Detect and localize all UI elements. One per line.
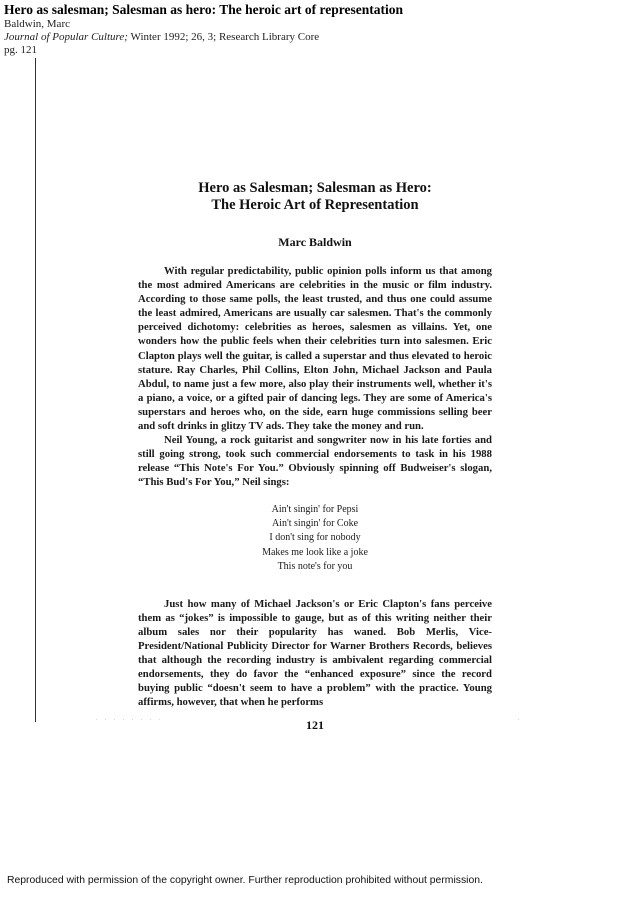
article-title-line-1: Hero as Salesman; Salesman as Hero: xyxy=(198,180,432,196)
song-lyrics xyxy=(138,503,492,575)
lyric-line-5: This note's for you xyxy=(277,561,353,573)
lyric-line-3: I don't sing for nobody xyxy=(269,532,361,544)
header-author: Baldwin, Marc xyxy=(4,18,70,30)
article-title xyxy=(138,180,492,214)
header-title: Hero as salesman; Salesman as hero: The heroic art of representation xyxy=(4,2,403,17)
lyric-line-1: Ain't singin' for Pepsi xyxy=(271,503,359,515)
scan-speckle-right: . xyxy=(518,716,523,722)
scan-margin-rule xyxy=(35,58,36,722)
copyright-footer: Reproduced with permission of the copyright owner. Further reproduction prohibited without permission. xyxy=(7,875,483,886)
page-number: 121 xyxy=(306,718,324,733)
article-title-line-2: The Heroic Art of Representation xyxy=(211,197,419,213)
header-journal: Journal of Popular Culture; xyxy=(4,31,128,43)
document-header xyxy=(4,2,634,57)
article-page xyxy=(138,180,492,733)
header-issue: Winter 1992; 26, 3; Research Library Core xyxy=(127,31,320,43)
paragraph-3: Just how many of Michael Jackson's or Eric Clapton's fans perceive them as “jokes” is impossible to gauge, but as of this writing neither their album sales nor their popularity has waned. Bob Merlis, Vice-President/National Publicity Director for Warner Brothers Records, believes that although the recording industry is ambivalent regarding commercial endorsements, they do favor the “enhanced exposure” since the record buying public “doesn't seem to have a problem” with the practice. Young affirms, however, that when he performs xyxy=(138,597,492,709)
header-page: pg. 121 xyxy=(4,44,37,56)
lyric-line-2: Ain't singin' for Coke xyxy=(271,517,359,529)
paragraph-2: Neil Young, a rock guitarist and songwriter now in his late forties and still going strong, took such commercial endorsements to task in his 1988 release “This Note's For You.” Obviously spinning off Budweiser's slogan, “This Bud's For You,” Neil sings: xyxy=(138,434,492,489)
header-citation xyxy=(4,31,634,44)
scan-speckle: . . . . . . . . xyxy=(96,716,164,722)
lyric-line-4: Makes me look like a joke xyxy=(262,546,368,558)
paragraph-1: With regular predictability, public opinion polls inform us that among the most admired Americans are celebrities in the music or film industry. According to those same polls, the least trusted, and thus one could assume the least admired, Americans are usually car salesmen. That's the commonly perceived dichotomy: celebrities as heroes, salesmen as villains. Yet, one wonders how the public feels when their celebrities turn into salesmen. Eric Clapton plays well the guitar, is called a superstar and thus elevated to heroic stature. Ray Charles, Phil Collins, Elton John, Michael Jackson and Paula Abdul, to name just a few more, also play their instruments well, whether it's a piano, a voice, or a gifted pair of dancing legs. They are some of America's superstars and heroes who, on the side, earn huge commissions selling beer and soft drinks in glitzy TV ads. They take the money and run. xyxy=(138,265,492,433)
article-author: Marc Baldwin xyxy=(278,235,352,249)
